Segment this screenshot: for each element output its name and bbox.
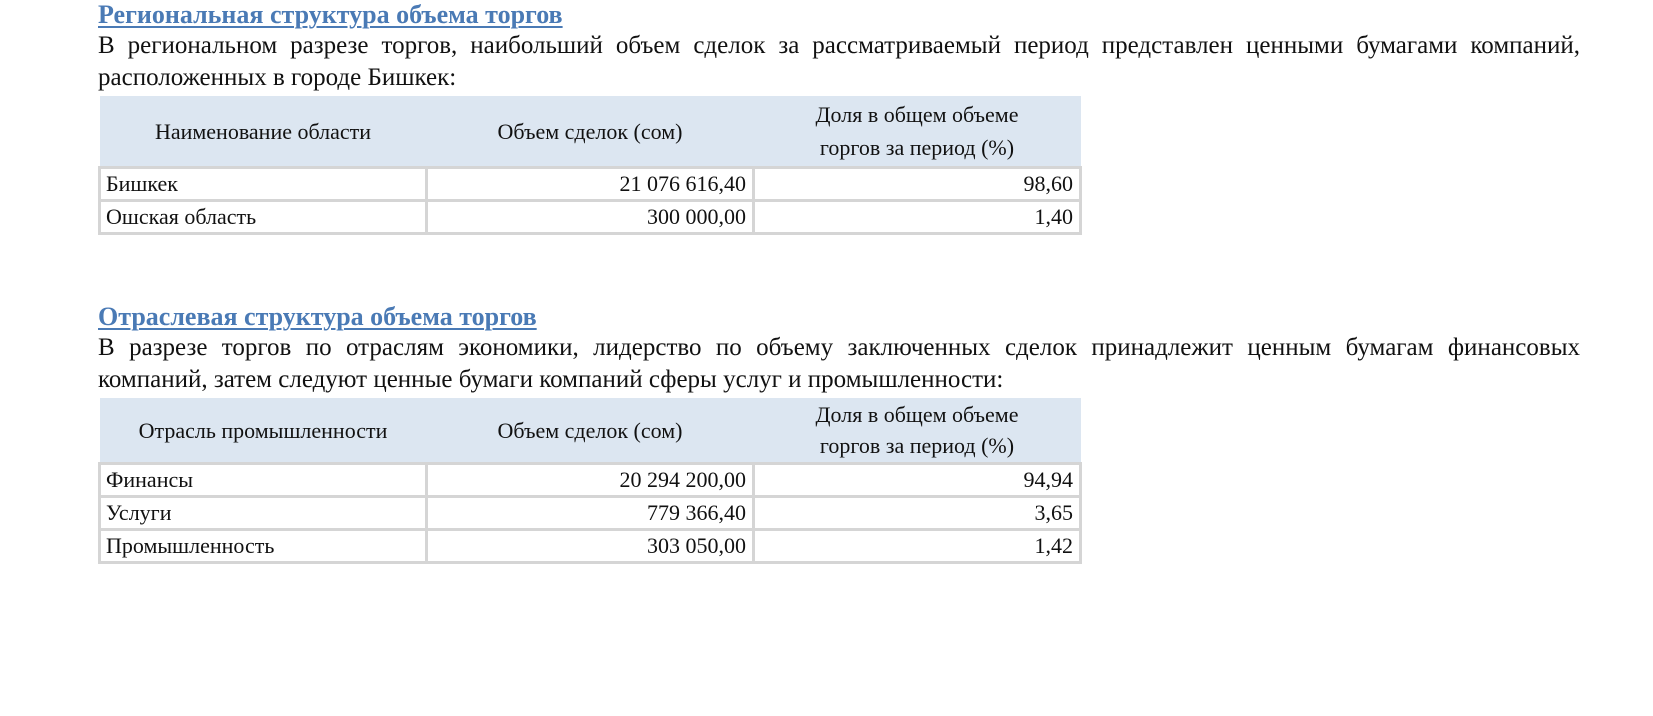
industry-description: В разрезе торгов по отраслям экономики, лидерство по объему заключенных сделок принадлежит ценным бумагам финансовых компаний, затем следуют ценные бумаги компаний сферы услуг и промышленности: — [98, 334, 1580, 393]
industry-name-cell: Финансы — [100, 464, 427, 497]
industry-name-cell: Промышленность — [100, 530, 427, 563]
industry-name-cell: Услуги — [100, 497, 427, 530]
regional-heading[interactable]: Региональная структура объема торгов — [98, 0, 563, 29]
column-header-share — [754, 96, 1081, 168]
regional-description: В региональном разрезе торгов, наибольший объем сделок за рассматриваемый период представлен ценными бумагами компаний, расположенных в городе Бишкек: — [98, 32, 1580, 91]
column-header-region: Наименование области — [100, 96, 427, 168]
share-cell: 3,65 — [754, 497, 1081, 530]
industry-table — [98, 398, 1082, 564]
column-header-volume: Объем сделок (сом) — [427, 96, 754, 168]
share-cell: 1,40 — [754, 201, 1081, 234]
volume-cell: 300 000,00 — [427, 201, 754, 234]
column-header-share-line1: Доля в общем объеме — [815, 402, 1019, 427]
volume-cell: 21 076 616,40 — [427, 168, 754, 201]
column-header-share — [754, 398, 1081, 464]
column-header-volume: Объем сделок (сом) — [427, 398, 754, 464]
table-row — [100, 168, 1081, 201]
volume-cell: 20 294 200,00 — [427, 464, 754, 497]
industry-heading[interactable]: Отраслевая структура объема торгов — [98, 302, 537, 331]
table-row — [100, 497, 1081, 530]
table-row — [100, 530, 1081, 563]
volume-cell: 779 366,40 — [427, 497, 754, 530]
regional-section — [98, 0, 1580, 235]
table-row — [100, 201, 1081, 234]
share-cell: 98,60 — [754, 168, 1081, 201]
share-cell: 94,94 — [754, 464, 1081, 497]
table-row — [100, 464, 1081, 497]
column-header-share-line2: горгов за период (%) — [819, 135, 1015, 160]
table-header-row — [100, 96, 1081, 168]
table-header-row — [100, 398, 1081, 464]
share-cell: 1,42 — [754, 530, 1081, 563]
industry-section — [98, 302, 1580, 564]
column-header-share-line1: Доля в общем объеме — [815, 102, 1019, 127]
column-header-industry: Отрасль промышленности — [100, 398, 427, 464]
region-name-cell: Бишкек — [100, 168, 427, 201]
regional-table — [98, 96, 1082, 235]
volume-cell: 303 050,00 — [427, 530, 754, 563]
column-header-share-line2: горгов за период (%) — [819, 433, 1015, 458]
region-name-cell: Ошская область — [100, 201, 427, 234]
